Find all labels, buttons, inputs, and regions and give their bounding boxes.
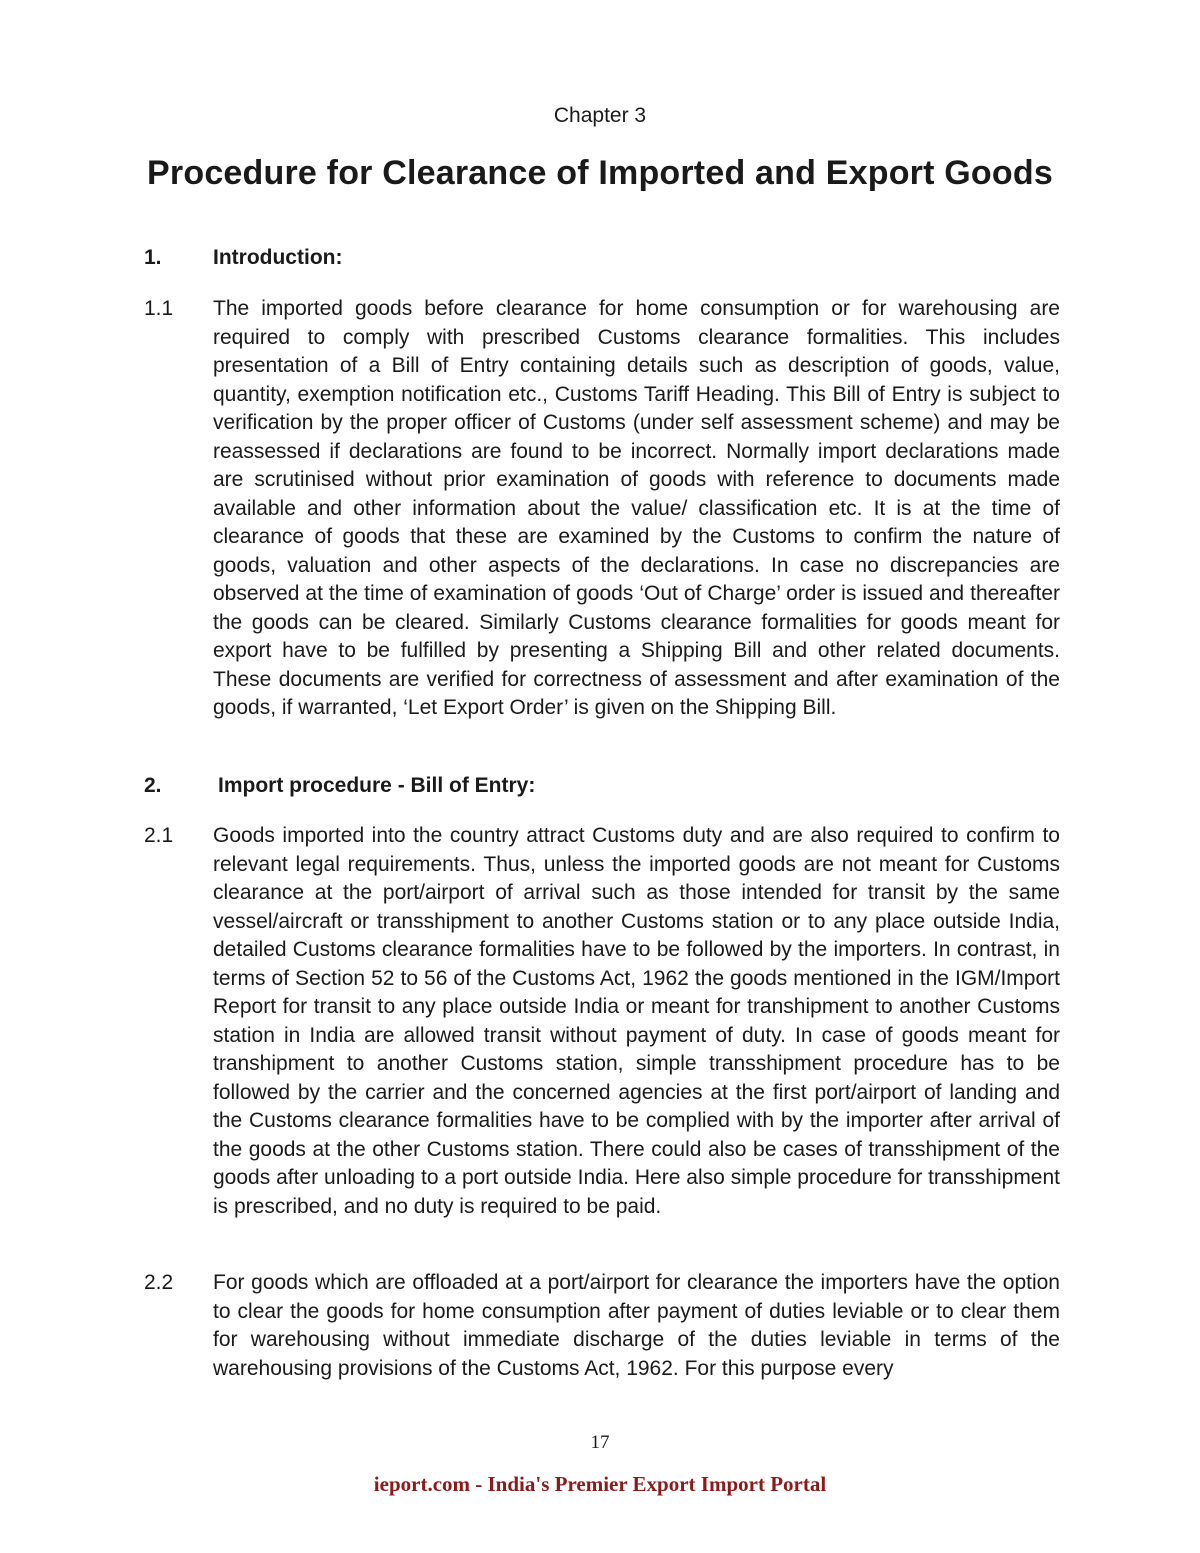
paragraph-text: For goods which are offloaded at a port/airport for clearance the importers have the option to clear the goods for home consumption after payment of duties leviable or to clear them for warehousing without immediate discharge of the duties leviable in terms of the warehousing provisions of the Customs Act, 1962. For this purpose every [213, 1271, 1060, 1380]
page-number: 17 [590, 1432, 610, 1453]
paragraph-text: The imported goods before clearance for home consumption or for warehousing are required to comply with prescribed Customs clearance formalities. This includes presentation of a Bill of Entry containing details such as description of goods, value, quantity, exemption notification etc., Customs Tariff Heading. This Bill of Entry is subject to verification by the proper officer of Customs (under self assessment scheme) and may be reassessed if declarations are found to be incorrect. Normally import declarations made are scrutinised without prior examination of goods with reference to documents made available and other information about the value/ classification etc. It is at the time of clearance of goods that these are examined by the Customs to confirm the nature of goods, valuation and other aspects of the declarations. In case no discrepancies are observed at the time of examination of goods ‘Out of Charge’ order is issued and thereafter the goods can be cleared. Similarly Customs clearance formalities for goods meant for export have to be fulfilled by presenting a Shipping Bill and other related documents. These documents are verified for correctness of assessment and after examination of the goods, if warranted, ‘Let Export Order’ is given on the Shipping Bill. [213, 297, 1060, 719]
paragraph-number: 2.2 [144, 1271, 174, 1294]
footer-text: ieport.com - India's Premier Export Import Portal [373, 1472, 827, 1496]
section-number: 2. [144, 774, 162, 797]
section-number: 1. [144, 246, 162, 269]
paragraph-number: 2.1 [144, 824, 174, 847]
paragraph-text: Goods imported into the country attract Customs duty and are also required to confirm to relevant legal requirements. Thus, unless the imported goods are not meant for Customs clearance at the port/airport of arrival such as those intended for transit by the same vessel/aircraft or transshipment to another Customs station or to any place outside India, detailed Customs clearance formalities have to be followed by the importers. In contrast, in terms of Section 52 to 56 of the Customs Act, 1962 the goods mentioned in the IGM/Import Report for transit to any place outside India or meant for transhipment to another Customs station in India are allowed transit without payment of duty. In case of goods meant for transhipment to another Customs station, simple transshipment procedure has to be followed by the carrier and the concerned agencies at the first port/airport of landing and the Customs clearance formalities have to be complied with by the importer after arrival of the goods at the other Customs station. There could also be cases of transshipment of the goods after unloading to a port outside India. Here also simple procedure for transshipment is prescribed, and no duty is required to be paid. [213, 824, 1060, 1218]
paragraph-2-1 [144, 822, 1060, 1221]
paragraph-1-1 [144, 295, 1060, 723]
chapter-label: Chapter 3 [553, 104, 647, 127]
paragraph-number: 1.1 [144, 297, 174, 320]
section-heading: Import procedure - Bill of Entry: [218, 774, 536, 797]
chapter-title: Procedure for Clearance of Imported and Export Goods [147, 154, 1053, 192]
section-heading: Introduction: [213, 246, 343, 269]
paragraph-2-2 [144, 1269, 1060, 1383]
